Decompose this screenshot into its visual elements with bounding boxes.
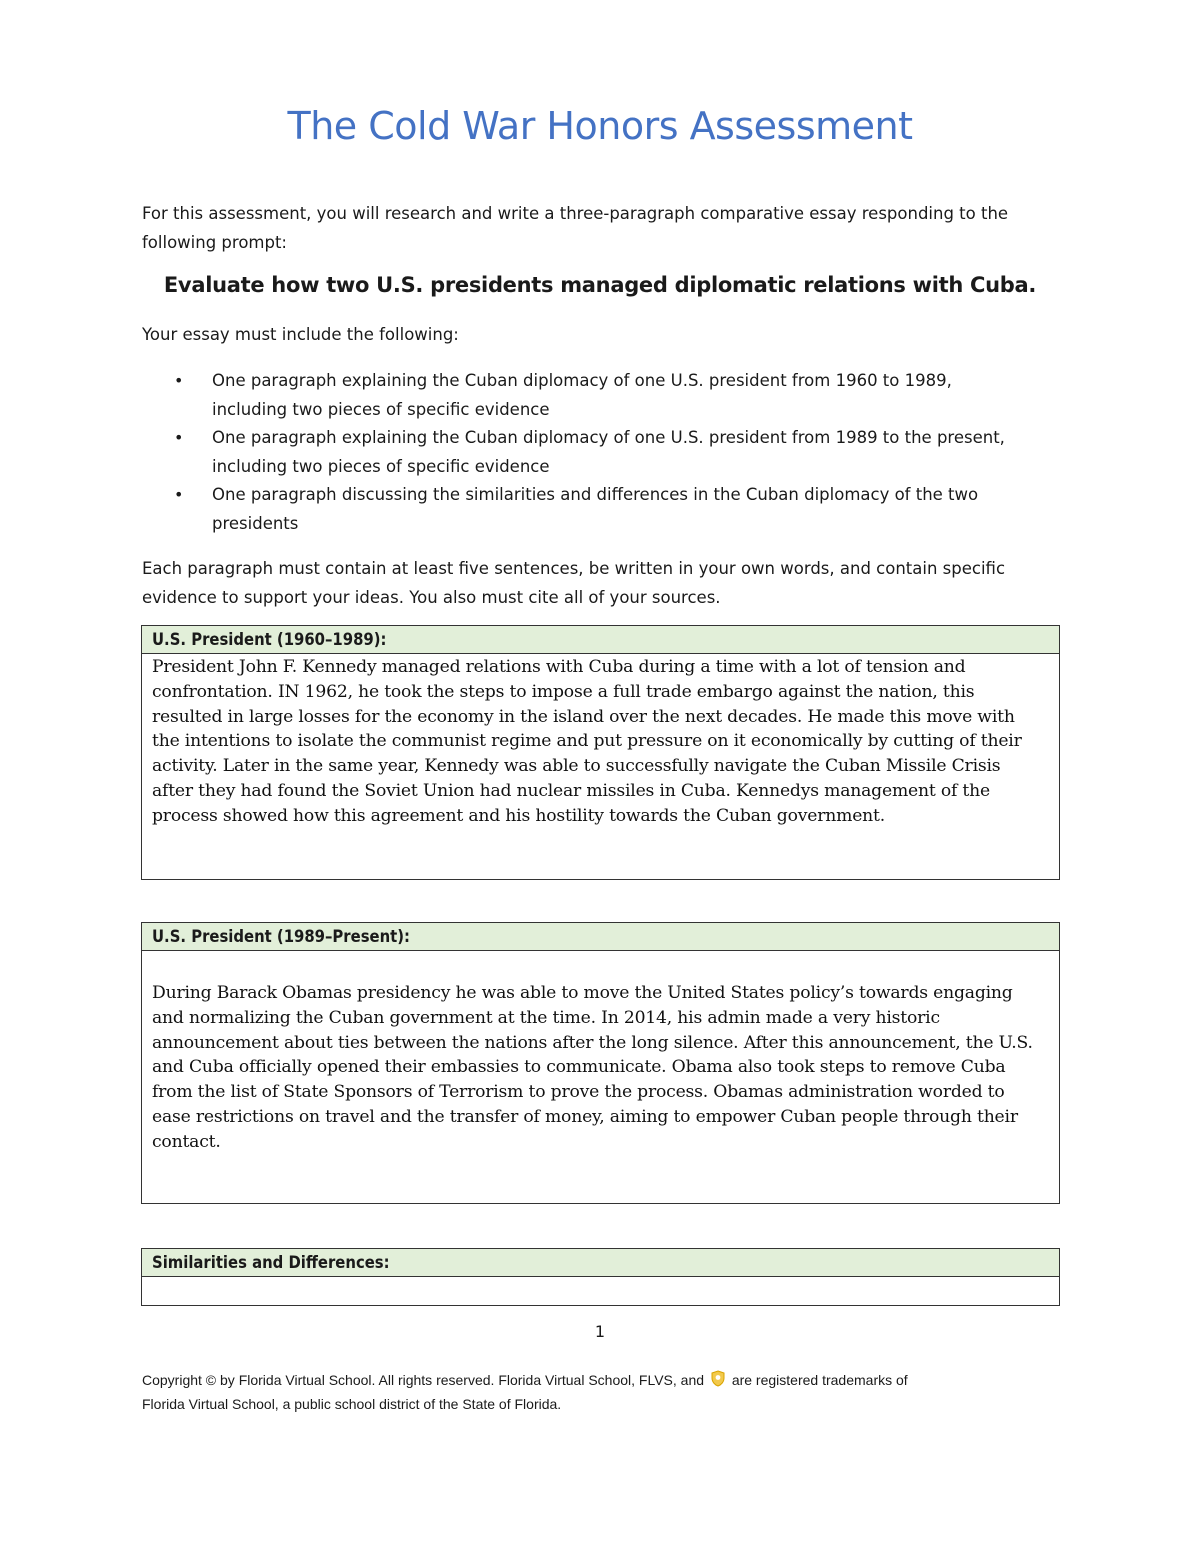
response-line: activity. Later in the same year, Kennedy was able to successfully navigate the Cuban Missile Crisis bbox=[152, 756, 1001, 777]
document-title: The Cold War Honors Assessment bbox=[287, 104, 913, 148]
response-line: ease restrictions on travel and the transfer of money, aiming to empower Cuban people through their bbox=[152, 1106, 1018, 1127]
bullet-icon: • bbox=[174, 428, 184, 447]
copyright-text: Copyright © by Florida Virtual School. All rights reserved. Florida Virtual School, FLVS, and bbox=[142, 1372, 705, 1388]
requirement-line: presidents bbox=[212, 513, 299, 533]
closing-line: Each paragraph must contain at least five sentences, be written in your own words, and contain specific bbox=[142, 559, 1006, 578]
bullet-icon: • bbox=[174, 485, 184, 504]
bullet-icon: • bbox=[174, 371, 184, 390]
requirements-list bbox=[142, 367, 1062, 538]
requirement-line: One paragraph discussing the similarities and differences in the Cuban diplomacy of the two bbox=[212, 485, 979, 504]
response-line: During Barack Obamas presidency he was able to move the United States policy’s towards engaging bbox=[152, 983, 1013, 1003]
requirement-line: One paragraph explaining the Cuban diplomacy of one U.S. president from 1960 to 1989, bbox=[212, 371, 952, 390]
requirements-lead: Your essay must include the following: bbox=[142, 325, 459, 344]
closing-line: evidence to support your ideas. You also must cite all of your sources. bbox=[142, 588, 721, 607]
requirement-item bbox=[142, 481, 1062, 538]
section-heading: Similarities and Differences: bbox=[142, 1249, 1059, 1277]
flvs-logo-icon bbox=[710, 1370, 726, 1388]
response-line: President John F. Kennedy managed relations with Cuba during a time with a lot of tension and bbox=[152, 657, 966, 677]
section-similarities-differences bbox=[141, 1248, 1060, 1306]
section-heading: U.S. President (1960–1989): bbox=[142, 626, 1059, 654]
page-number: 1 bbox=[594, 1322, 606, 1341]
section-heading: U.S. President (1989–Present): bbox=[142, 923, 1059, 951]
requirement-line: including two pieces of specific evidence bbox=[212, 456, 550, 476]
section-president-1989-present bbox=[141, 922, 1060, 1204]
response-line: contact. bbox=[152, 1131, 221, 1152]
response-line: confrontation. IN 1962, he took the steps to impose a full trade embargo against the nation, this bbox=[152, 681, 975, 702]
closing-paragraph bbox=[142, 554, 1062, 612]
intro-paragraph: For this assessment, you will research and write a three-paragraph comparative essay responding to the following prompt: bbox=[142, 204, 1009, 252]
response-text-area[interactable] bbox=[142, 654, 1059, 829]
response-text-area[interactable] bbox=[142, 951, 1059, 1155]
response-line: and normalizing the Cuban government at the time. In 2014, his admin made a very historic bbox=[152, 1007, 940, 1028]
response-line: the intentions to isolate the communist regime and put pressure on it economically by cutting of their bbox=[152, 731, 1022, 752]
section-president-1960-1989 bbox=[141, 625, 1060, 880]
copyright-text: Florida Virtual School, a public school district of the State of Florida. bbox=[142, 1396, 562, 1412]
response-line: resulted in large losses for the economy in the island over the next decades. He made this move with bbox=[152, 706, 1015, 727]
response-text-area[interactable] bbox=[142, 1277, 1059, 1278]
requirement-line: including two pieces of specific evidence bbox=[212, 399, 550, 419]
copyright-text: are registered trademarks of bbox=[731, 1372, 908, 1388]
response-line: and Cuba officially opened their embassies to communicate. Obama also took steps to remove Cuba bbox=[152, 1057, 1006, 1078]
response-line: announcement about ties between the nations after the long silence. After this announcement, the U.S. bbox=[152, 1032, 1033, 1053]
requirement-line: One paragraph explaining the Cuban diplomacy of one U.S. president from 1989 to the present, bbox=[212, 428, 1005, 447]
response-line: after they had found the Soviet Union had nuclear missiles in Cuba. Kennedys management of the bbox=[152, 780, 990, 801]
essay-prompt: Evaluate how two U.S. presidents managed diplomatic relations with Cuba. bbox=[163, 273, 1037, 297]
requirement-item bbox=[142, 367, 1062, 424]
response-line: process showed how this agreement and his hostility towards the Cuban government. bbox=[152, 805, 886, 826]
requirement-item bbox=[142, 424, 1062, 481]
copyright-notice bbox=[142, 1368, 1062, 1416]
response-line: from the list of State Sponsors of Terrorism to prove the process. Obamas administration worded to bbox=[152, 1082, 1005, 1103]
